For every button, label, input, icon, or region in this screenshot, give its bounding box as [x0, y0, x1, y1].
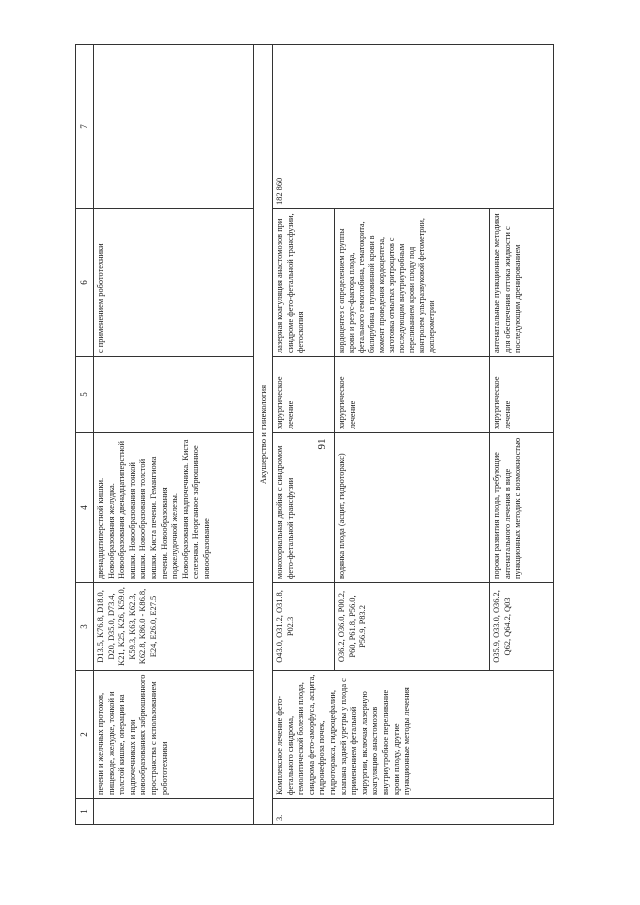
cont-codes: D13.5, K76.8, D18.0, D20, D35.0, D73.4, K21, K25, K26, K59.0, K59.3, K63, K62.3, K62.8, K86.0 - K86.8, E24, E26.0, E27.5	[94, 583, 254, 671]
cont-models: двенадцатиперстной кишки. Новообразования желудка. Новообразования двенадцатиперстной кишки. Новообразования тонкой кишки. Новообразования толстой кишки. Киста печени. Гемангиома печени. Новообразования поджелудочной железы. Новообразования надпочечника. Киста селезенки. Неорганное забрюшинное новообразование	[94, 433, 254, 583]
header-col-6: 6	[76, 209, 94, 357]
header-row	[76, 45, 94, 825]
sub3-model: пороки развития плода, требующие антенатального лечения в виде пункционных методик с возможностью	[490, 433, 554, 583]
page-number: 91	[316, 438, 328, 450]
header-col-4: 4	[76, 433, 94, 583]
sub1-model: монохориальная двойня с синдромом фето-фетальной трансфузии	[273, 433, 335, 583]
row-name: Комплексное лечение фето-фетального синдрома, гемолитической болезни плода, синдрома фето-аморфуса, асцита, гидронефроза почек, гидроторакса, гидроцефалии, клапана задней уретры у плода с применением фетальной хирургии, включая лазерную коагуляцию анастомозов внутриутробное переливание крови плоду, другие пункционные методы лечения	[273, 671, 554, 799]
sub2-method: кордоцентез с определением группы крови и резус-фактора плода, фетального гемоглобина, гематокрита, билирубина в пуповинной крови в момент проведения кордоцентеза, заготовка отмытых эритроцитов с последующим внутриутробным переливанием крови плоду под контролем ультразвуковой фетометрии, доплерометрии	[335, 209, 490, 357]
cont-num	[94, 799, 254, 825]
sub1-codes: O43.0, O31.2, O31.8, P02.3	[273, 583, 335, 671]
continuation-row	[94, 45, 254, 825]
cont-method: с применением робототехники	[94, 209, 254, 357]
row-price: 182 860	[273, 45, 554, 209]
header-col-2: 2	[76, 671, 94, 799]
row-num: 3.	[273, 799, 554, 825]
table-row	[273, 45, 335, 825]
medical-care-table	[75, 44, 554, 825]
section-row	[254, 45, 273, 825]
rotated-table-container	[75, 45, 600, 825]
cont-price	[94, 45, 254, 209]
sub2-model: водянка плода (асцит, гидроторакс)	[335, 433, 490, 583]
sub1-treatment: хирургическое лечение	[273, 357, 335, 433]
header-col-3: 3	[76, 583, 94, 671]
header-col-1: 1	[76, 799, 94, 825]
cont-treatment	[94, 357, 254, 433]
header-col-5: 5	[76, 357, 94, 433]
sub3-method: антенатальные пункционные методики для обеспечения оттока жидкости с последующим дренированием	[490, 209, 554, 357]
cont-name: печени и желчных протоков, пищеводе, желудке, тонкой и толстой кишке, операции на надпочечниках и при новообразованиях забрюшинного пространства с использованием робототехники	[94, 671, 254, 799]
sub1-method: лазерная коагуляция анастомозов при синдроме фето-фетальной трансфузии, фетоскопия	[273, 209, 335, 357]
header-col-7: 7	[76, 45, 94, 209]
sub2-treatment: хирургическое лечение	[335, 357, 490, 433]
section-title: Акушерство и гинекология	[254, 45, 273, 825]
sub2-codes: O36.2, O36.0, P00.2, P60, P61.8, P56.0, P56.9, P83.2	[335, 583, 490, 671]
sub3-codes: O35.9, O33.0, O36.2, Q62, Q64.2, Q03	[490, 583, 554, 671]
sub3-treatment: хирургическое лечение	[490, 357, 554, 433]
